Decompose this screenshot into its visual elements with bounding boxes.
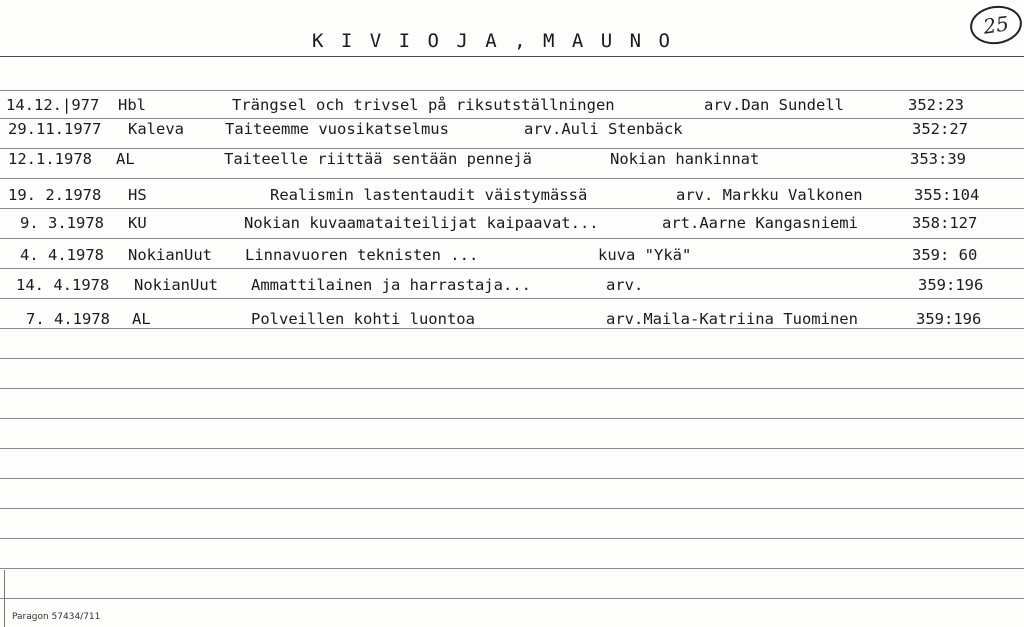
rule-line bbox=[0, 448, 1024, 449]
rule-line bbox=[0, 388, 1024, 389]
entry-row bbox=[0, 186, 1024, 210]
card-number-stamp: 25 bbox=[968, 3, 1024, 48]
entry-date: 14.12.|977 bbox=[6, 96, 100, 114]
entry-date: 14. 4.1978 bbox=[16, 276, 110, 294]
entry-note: arv.Dan Sundell bbox=[704, 96, 844, 114]
entry-source: NokianUut bbox=[128, 246, 212, 264]
entry-ref: 359:196 bbox=[918, 276, 984, 294]
entry-ref: 355:104 bbox=[914, 186, 980, 204]
rule-line bbox=[0, 178, 1024, 179]
rule-line bbox=[0, 418, 1024, 419]
entry-date: 19. 2.1978 bbox=[8, 186, 102, 204]
entry-title: Polveillen kohti luontoa bbox=[251, 310, 475, 328]
entry-date: 29.11.1977 bbox=[8, 120, 102, 138]
rule-line bbox=[0, 508, 1024, 509]
entry-note: arv. Markku Valkonen bbox=[676, 186, 863, 204]
entry-ref: 352:27 bbox=[912, 120, 968, 138]
entry-row bbox=[0, 246, 1024, 270]
entry-row bbox=[0, 96, 1024, 120]
entry-row bbox=[0, 150, 1024, 174]
entry-source: Kaleva bbox=[128, 120, 184, 138]
entry-ref: 353:39 bbox=[910, 150, 966, 168]
entry-source: Hbl bbox=[118, 96, 146, 114]
rule-line bbox=[0, 148, 1024, 149]
rule-line bbox=[0, 238, 1024, 239]
entry-title: Realismin lastentaudit väistymässä bbox=[270, 186, 588, 204]
entry-note: Nokian hankinnat bbox=[610, 150, 760, 168]
entry-source: AL bbox=[132, 310, 151, 328]
entry-title: Nokian kuvaamataiteilijat kaipaavat... bbox=[244, 214, 599, 232]
entry-row bbox=[0, 214, 1024, 238]
entry-date: 12.1.1978 bbox=[8, 150, 92, 168]
margin-line bbox=[4, 570, 5, 627]
entry-date: 9. 3.1978 bbox=[20, 214, 104, 232]
entry-title: Taiteelle riittää sentään pennejä bbox=[224, 150, 532, 168]
entry-row bbox=[0, 120, 1024, 144]
rule-line bbox=[0, 538, 1024, 539]
entry-ref: 359:196 bbox=[916, 310, 982, 328]
rule-line bbox=[0, 568, 1024, 569]
rule-line bbox=[0, 478, 1024, 479]
entry-note: kuva "Ykä" bbox=[598, 246, 692, 264]
entry-row bbox=[0, 310, 1024, 334]
entry-note: art.Aarne Kangasniemi bbox=[662, 214, 858, 232]
card-heading: K I V I O J A , M A U N O bbox=[312, 30, 673, 52]
entry-date: 4. 4.1978 bbox=[20, 246, 104, 264]
entry-ref: 358:127 bbox=[912, 214, 978, 232]
entry-note: arv. bbox=[606, 276, 644, 294]
entry-note: arv.Maila-Katriina Tuominen bbox=[606, 310, 858, 328]
entry-note: arv.Auli Stenbäck bbox=[524, 120, 683, 138]
entry-ref: 352:23 bbox=[908, 96, 964, 114]
rule-line bbox=[0, 598, 1024, 599]
entry-source: AL bbox=[116, 150, 135, 168]
entry-source: NokianUut bbox=[134, 276, 218, 294]
entry-ref: 359: 60 bbox=[912, 246, 978, 264]
entry-title: Trängsel och trivsel på riksutställningen bbox=[232, 96, 615, 114]
entry-row bbox=[0, 276, 1024, 300]
entry-title: Linnavuoren teknisten ... bbox=[245, 246, 479, 264]
entry-date: 7. 4.1978 bbox=[26, 310, 110, 328]
rule-line bbox=[0, 56, 1024, 57]
entry-source: HS bbox=[128, 186, 147, 204]
publisher-mark: Paragon 57434/711 bbox=[12, 612, 101, 622]
entry-title: Taiteemme vuosikatselmus bbox=[225, 120, 449, 138]
rule-line bbox=[0, 358, 1024, 359]
entry-source: KU bbox=[128, 214, 147, 232]
entry-title: Ammattilainen ja harrastaja... bbox=[251, 276, 531, 294]
rule-line bbox=[0, 90, 1024, 91]
